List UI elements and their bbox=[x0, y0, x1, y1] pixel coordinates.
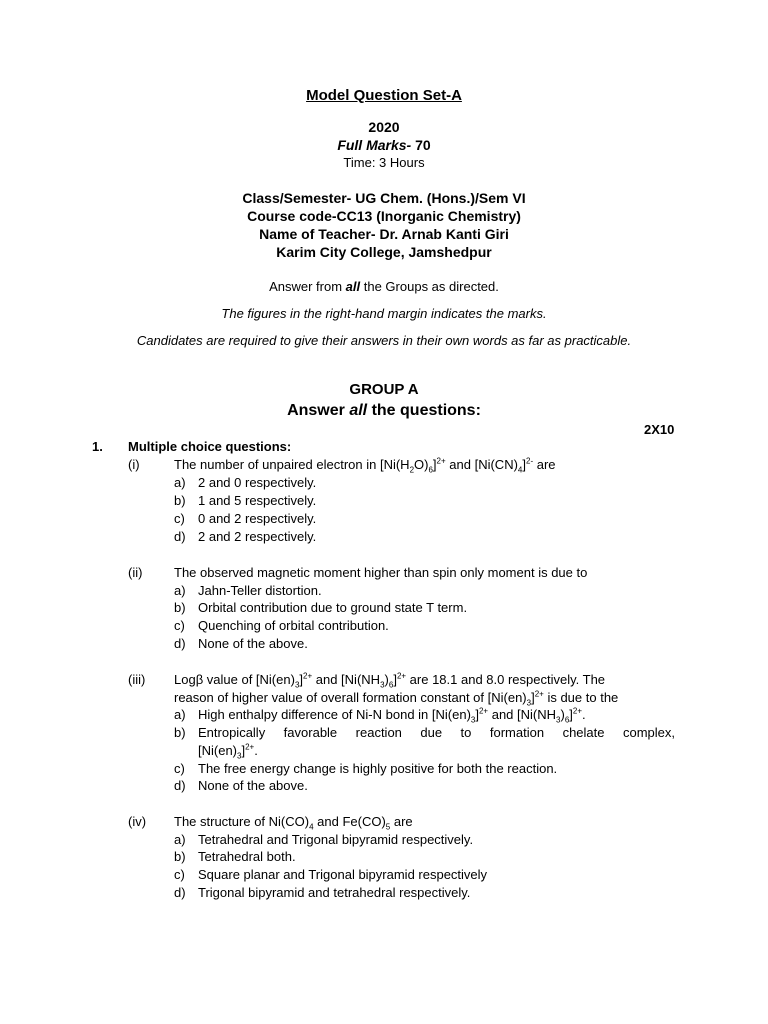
option-text: 2 and 2 respectively. bbox=[198, 529, 317, 544]
option-text: None of the above. bbox=[198, 636, 308, 651]
option-text: None of the above. bbox=[198, 778, 308, 793]
subq-text-continued: reason of higher value of overall formation constant of $[Ni(en)_3]^{2+}$ is due to the bbox=[174, 689, 619, 708]
option-text: The free energy change is highly positive for both the reaction. bbox=[198, 761, 558, 776]
paper-title: Model Question Set-A bbox=[306, 87, 462, 104]
option-letter: d) bbox=[174, 885, 186, 900]
option-text: Jahn-Teller distortion. bbox=[198, 583, 322, 598]
full-marks-value: 70 bbox=[411, 137, 431, 153]
class-semester: Class/Semester- UG Chem. (Hons.)/Sem VI bbox=[242, 190, 526, 206]
group-subheading-text: Answer bbox=[287, 402, 350, 419]
option-text: Orbital contribution due to ground state T term. bbox=[198, 600, 468, 615]
subq-text: Logβ value of $[Ni(en)_3]^{2+}$ and $[Ni(NH_3)_6]^{2+}$ are 18.1 and 8.0 respectively. The bbox=[174, 671, 606, 690]
year: 2020 bbox=[368, 119, 400, 135]
group-marks: 2X10 bbox=[644, 422, 675, 437]
option-text: Square planar and Trigonal bipyramid respectively bbox=[198, 867, 488, 882]
subq-number: (iii) bbox=[128, 672, 146, 687]
option-letter: d) bbox=[174, 778, 186, 793]
option-letter: b) bbox=[174, 600, 186, 615]
question-number: 1. bbox=[92, 439, 103, 454]
option-letter: c) bbox=[174, 618, 185, 633]
instruction-groups bbox=[0, 279, 768, 294]
instruction-own-words: Candidates are required to give their answers in their own words as far as practicable. bbox=[136, 333, 632, 348]
question-heading: Multiple choice questions: bbox=[128, 439, 292, 454]
option-text: Entropically favorable reaction due to formation chelate complex, bbox=[198, 725, 675, 740]
teacher-name: Name of Teacher- Dr. Arnab Kanti Giri bbox=[259, 226, 509, 242]
full-marks bbox=[0, 137, 768, 153]
instruction-marks: The figures in the right-hand margin indicates the marks. bbox=[221, 306, 547, 321]
subq-number: (ii) bbox=[128, 565, 143, 580]
option-letter: c) bbox=[174, 867, 185, 882]
time-allowed: Time: 3 Hours bbox=[343, 155, 425, 170]
instruction-text: the Groups as directed. bbox=[360, 279, 499, 294]
option-text: Trigonal bipyramid and tetrahedral respectively. bbox=[198, 885, 471, 900]
option-text: Tetrahedral both. bbox=[198, 849, 296, 864]
option-text: Tetrahedral and Trigonal bipyramid respectively. bbox=[198, 832, 474, 847]
option-letter: b) bbox=[174, 725, 186, 740]
option-letter: d) bbox=[174, 636, 186, 651]
option-letter: a) bbox=[174, 707, 186, 722]
option-letter: a) bbox=[174, 475, 186, 490]
option-letter: a) bbox=[174, 583, 186, 598]
option-text: 2 and 0 respectively. bbox=[198, 475, 317, 490]
option-text: 0 and 2 respectively. bbox=[198, 511, 317, 526]
option-text: 1 and 5 respectively. bbox=[198, 493, 317, 508]
subq-text: The number of unpaired electron in $[Ni(H_2O)_6]^{2+}$ and $[Ni(CN)_4]^{2-}$ are bbox=[174, 456, 556, 475]
group-subheading-emphasis: all bbox=[349, 402, 368, 419]
option-letter: b) bbox=[174, 849, 186, 864]
subq-text: The structure of $Ni(CO)_4$ and $Fe(CO)_5$ are bbox=[174, 814, 413, 832]
college-name: Karim City College, Jamshedpur bbox=[276, 244, 492, 260]
instruction-text: Answer from bbox=[269, 279, 346, 294]
course-code: Course code-CC13 (Inorganic Chemistry) bbox=[247, 208, 521, 224]
instruction-emphasis: all bbox=[345, 279, 361, 294]
option-letter: b) bbox=[174, 493, 186, 508]
option-letter: c) bbox=[174, 761, 185, 776]
group-subheading-text: the questions: bbox=[367, 402, 481, 419]
subq-text: The observed magnetic moment higher than spin only moment is due to bbox=[174, 565, 588, 580]
full-marks-label: Full Marks- bbox=[337, 137, 412, 153]
option-letter: a) bbox=[174, 832, 186, 847]
option-text: High enthalpy difference of Ni-N bond in $[Ni(en)_3]^{2+}$ and $[Ni(NH_3)_6]^{2+}$. bbox=[198, 706, 586, 725]
option-text-continued: $[Ni(en)_3]^{2+}$. bbox=[198, 742, 258, 761]
option-text: Quenching of orbital contribution. bbox=[198, 618, 389, 633]
option-letter: c) bbox=[174, 511, 185, 526]
subq-number: (iv) bbox=[128, 814, 147, 829]
group-heading: GROUP A bbox=[349, 381, 419, 398]
group-subheading bbox=[0, 402, 768, 420]
subq-number: (i) bbox=[128, 457, 140, 472]
option-letter: d) bbox=[174, 529, 186, 544]
